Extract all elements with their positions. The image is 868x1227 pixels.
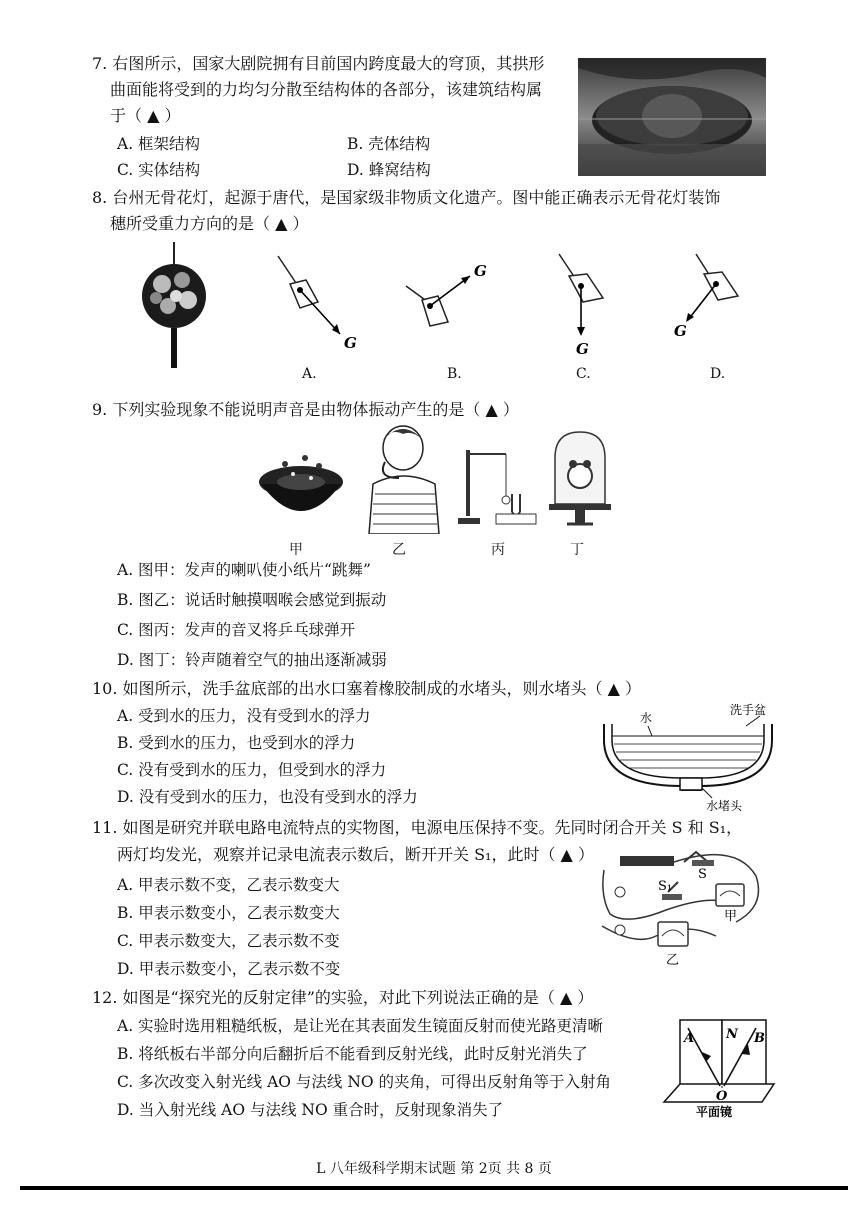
q11-stem-line2: 两灯均发光，观察并记录电流表示数后，断开开关 S₁，此时（ ▲ ） <box>117 845 594 864</box>
q8-c-force-label: G <box>576 340 589 358</box>
q8-figure-a <box>260 250 380 360</box>
q8-stem-line1: 8. 台州无骨花灯，起源于唐代，是国家级非物质文化遗产。图中能正确表示无骨花灯装饰 <box>92 188 721 207</box>
q10-option-a: A. 受到水的压力，没有受到水的浮力 <box>117 707 371 725</box>
q7-stem-line2: 曲面能将受到的力均匀分散至结构体的各部分，该建筑结构属 <box>110 80 543 99</box>
q10-stem: 10. 如图所示，洗手盆底部的出水口塞着橡胶制成的水堵头，则水堵头（ ▲ ） <box>92 679 642 698</box>
q12-label-n: N <box>726 1027 738 1042</box>
q8-stem-line2: 穗所受重力方向的是（ ▲ ） <box>110 214 309 233</box>
page-footer: L 八年级科学期末试题 第 2页 共 8 页 <box>316 1161 552 1177</box>
q10-option-b: B. 受到水的压力，也受到水的浮力 <box>117 734 356 752</box>
q12-stem: 12. 如图是“探究光的反射定律”的实验，对此下列说法正确的是（ ▲ ） <box>92 988 594 1007</box>
q11-option-d: D. 甲表示数变小，乙表示数不变 <box>117 960 341 978</box>
q12-label-mirror: 平面镜 <box>696 1105 733 1118</box>
q12-label-a: A <box>684 1031 695 1046</box>
q8-label-a: A. <box>302 366 317 382</box>
q11-label-yi: 乙 <box>666 953 680 968</box>
q11-label-jia: 甲 <box>724 909 738 924</box>
q9-option-a: A. 图甲：发声的喇叭使小纸片“跳舞” <box>117 561 371 579</box>
q9-option-d: D. 图丁：铃声随着空气的抽出逐渐减弱 <box>117 651 387 669</box>
q8-a-force-label: G <box>344 334 357 352</box>
q11-stem-line1: 11. 如图是研究并联电路电流特点的实物图，电源电压保持不变。先同时闭合开关 S 和 S₁， <box>92 818 743 837</box>
q8-label-c: C. <box>576 366 591 382</box>
q7-option-a: A. 框架结构 <box>117 135 201 153</box>
q8-d-force-label: G <box>674 322 687 340</box>
q11-option-b: B. 甲表示数变小，乙表示数变大 <box>117 904 340 922</box>
q9-option-b: B. 图乙：说话时触摸咽喉会感觉到振动 <box>117 591 387 609</box>
q8-figure-c <box>545 250 635 360</box>
q12-label-o: O <box>716 1089 728 1104</box>
q8-label-b: B. <box>447 366 462 382</box>
q12-reflection-diagram <box>662 1016 778 1118</box>
q9-fig-jia-speaker <box>255 452 347 530</box>
lantern-photo <box>138 240 210 372</box>
q7-option-c: C. 实体结构 <box>117 161 201 179</box>
q9-label-yi: 乙 <box>392 542 406 558</box>
q9-fig-ding-bell-jar <box>545 428 615 532</box>
q9-fig-bing-tuning-fork <box>456 446 540 530</box>
q8-label-d: D. <box>710 366 726 382</box>
q10-label-plug: 水堵头 <box>706 799 743 812</box>
q7-option-b: B. 壳体结构 <box>347 135 431 153</box>
bottom-rule <box>20 1186 848 1190</box>
q11-circuit-diagram <box>596 836 772 978</box>
q12-option-b: B. 将纸板右半部分向后翻折后不能看到反射光线，此时反射光消失了 <box>117 1045 588 1063</box>
q10-label-water: 水 <box>640 711 653 725</box>
q9-label-ding: 丁 <box>570 542 584 558</box>
q9-stem: 9. 下列实验现象不能说明声音是由物体振动产生的是（ ▲ ） <box>92 400 519 419</box>
q9-label-bing: 丙 <box>491 542 505 558</box>
q10-basin-diagram <box>596 700 780 812</box>
q8-figure-d <box>670 250 760 360</box>
q12-label-b: B <box>754 1031 765 1046</box>
q12-option-c: C. 多次改变入射光线 AO 与法线 NO 的夹角，可得出反射角等于入射角 <box>117 1073 612 1091</box>
q9-label-jia: 甲 <box>289 542 303 558</box>
q9-fig-yi-person <box>355 422 451 534</box>
q10-label-basin: 洗手盆 <box>730 703 767 717</box>
grand-theater-photo <box>578 58 766 176</box>
q11-label-s: S <box>698 867 707 882</box>
q7-stem-line1: 7. 右图所示，国家大剧院拥有目前国内跨度最大的穹顶，其拱形 <box>92 54 545 73</box>
q12-option-a: A. 实验时选用粗糙纸板，是让光在其表面发生镜面反射而使光路更清晰 <box>117 1017 604 1035</box>
q12-option-d: D. 当入射光线 AO 与法线 NO 重合时，反射现象消失了 <box>117 1101 504 1119</box>
q11-option-c: C. 甲表示数变大，乙表示数不变 <box>117 932 340 950</box>
q11-label-s1: S₁ <box>658 879 673 894</box>
q7-stem-line3: 于（ ▲ ） <box>110 106 181 125</box>
q10-option-d: D. 没有受到水的压力，也没有受到水的浮力 <box>117 788 418 806</box>
q9-option-c: C. 图丙：发声的音叉将乒乓球弹开 <box>117 621 356 639</box>
q10-option-c: C. 没有受到水的压力，但受到水的浮力 <box>117 761 387 779</box>
q8-figure-b <box>400 250 520 360</box>
q7-option-d: D. 蜂窝结构 <box>347 161 431 179</box>
q11-option-a: A. 甲表示数不变，乙表示数变大 <box>117 876 340 894</box>
q8-b-force-label: G <box>474 262 487 280</box>
